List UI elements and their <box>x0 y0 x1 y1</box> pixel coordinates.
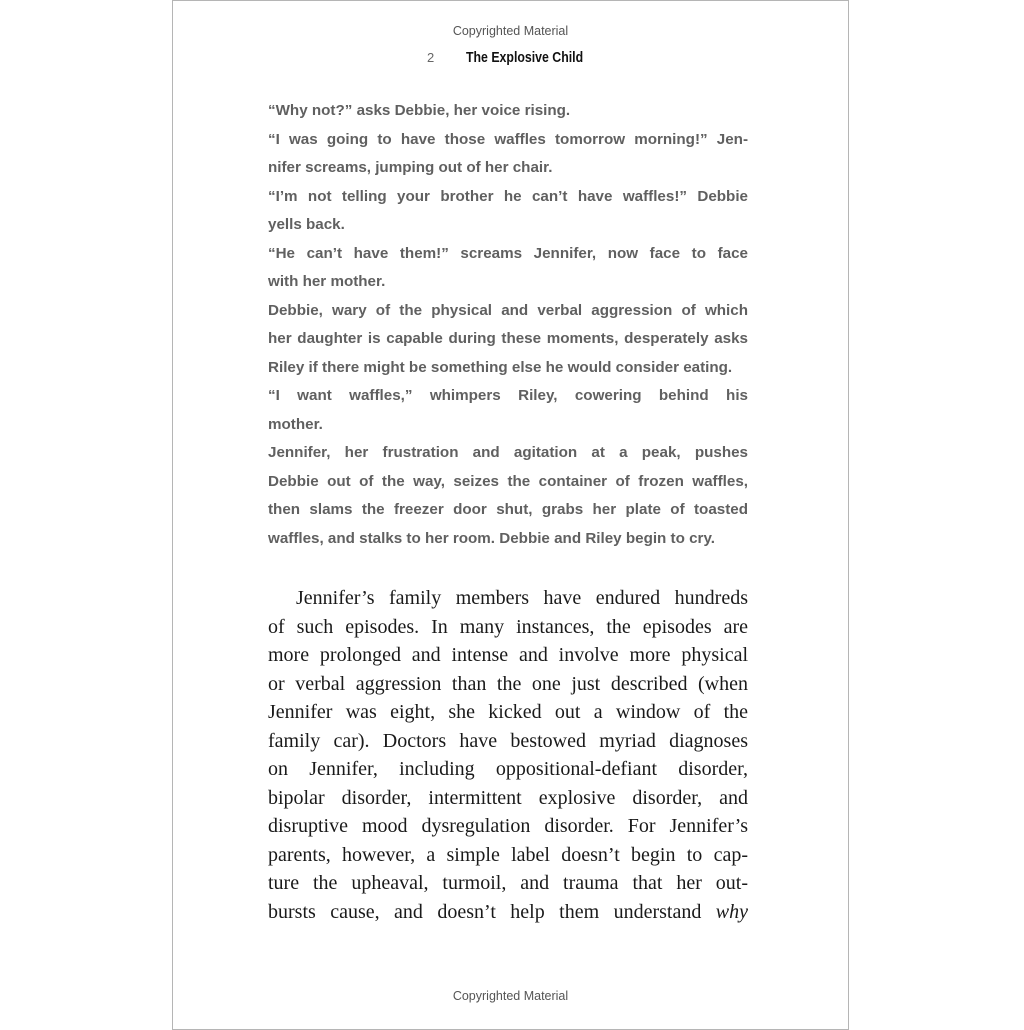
prose-line: more prolonged and intense and involve more physical <box>268 644 748 666</box>
dialogue-line: her daughter is capable during these moments, desperately asks <box>268 330 748 347</box>
dialogue-line: “I want waffles,” whimpers Riley, cowering behind his <box>268 387 748 404</box>
prose-line: bipolar disorder, intermittent explosive disorder, and <box>268 786 748 809</box>
dialogue-line: Riley if there might be something else he would consider eating. <box>268 358 733 376</box>
prose-line <box>268 898 748 927</box>
prose-line: on Jennifer, including oppositional-defiant disorder, <box>268 758 748 780</box>
dialogue-line: waffles, and stalks to her room. Debbie and Riley begin to cry. <box>268 529 716 547</box>
prose-line: Jennifer was eight, she kicked out a window of the <box>268 701 748 723</box>
prose-line: ture the upheaval, turmoil, and trauma that her out- <box>268 872 748 894</box>
dialogue-line: nifer screams, jumping out of her chair. <box>268 159 553 176</box>
book-page <box>172 0 849 1030</box>
dialogue-passage <box>268 97 748 553</box>
dialogue-line: then slams the freezer door shut, grabs her plate of toasted <box>268 501 748 518</box>
dialogue-line: mother. <box>268 415 323 433</box>
dialogue-line: “He can’t have them!” screams Jennifer, now face to face <box>268 244 748 262</box>
prose-text: bursts cause, and doesn’t help them understand <box>268 900 716 923</box>
prose-line: or verbal aggression than the one just described (when <box>268 672 748 695</box>
dialogue-line: “Why not?” asks Debbie, her voice rising. <box>268 102 571 119</box>
prose-line: disruptive mood dysregulation disorder. For Jennifer’s <box>268 815 748 837</box>
copyright-notice-top: Copyrighted Material <box>452 24 569 38</box>
dialogue-line: Debbie, wary of the physical and verbal aggression of which <box>268 301 748 319</box>
body-paragraph <box>268 584 748 926</box>
italic-word: why <box>715 900 748 923</box>
prose-line: Jennifer’s family members have endured hundreds <box>296 587 748 609</box>
dialogue-line: “I’m not telling your brother he can’t have waffles!” Debbie <box>268 187 748 205</box>
dialogue-line: yells back. <box>268 216 345 233</box>
prose-line: of such episodes. In many instances, the episodes are <box>268 615 748 638</box>
page-number: 2 <box>427 50 435 65</box>
dialogue-line: with her mother. <box>268 273 386 290</box>
dialogue-line: Debbie out of the way, seizes the container of frozen waffles, <box>268 472 748 490</box>
dialogue-line: “I was going to have those waffles tomorrow morning!” Jen- <box>268 130 748 148</box>
prose-line: family car). Doctors have bestowed myriad diagnoses <box>268 729 748 752</box>
prose-line: parents, however, a simple label doesn’t begin to cap- <box>268 843 748 866</box>
copyright-notice-bottom: Copyrighted Material <box>452 989 569 1003</box>
dialogue-line: Jennifer, her frustration and agitation at a peak, pushes <box>268 444 748 461</box>
running-title: The Explosive Child <box>466 50 584 66</box>
